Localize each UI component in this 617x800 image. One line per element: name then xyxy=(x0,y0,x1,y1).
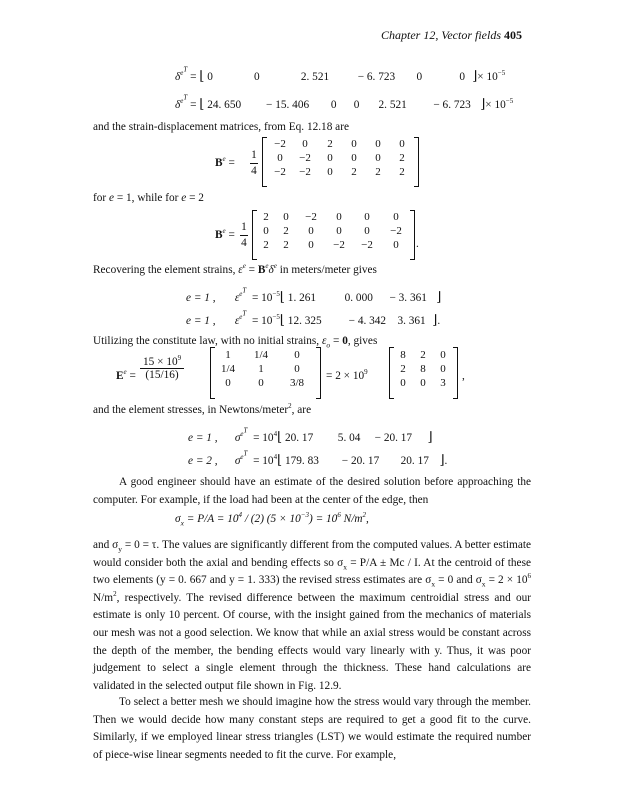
E-label: $E^e$ = xyxy=(116,368,136,382)
paragraph-1: A good engineer should have an estimate of the desired solution before approaching the computer. For example, if the load had been at the center of the edge, then xyxy=(93,476,531,506)
chapter-title: Chapter 12, Vector fields xyxy=(381,28,501,42)
paragraph-2: and $\sigma_y = 0 = \tau$. The values are significantly different from the computed values. A better estimate would consider both the axial and bending effects so $\sigma_x = P/A \pm Mc / I$. At the centroid of these two elements (y = 0. 667 and y = 1. 333) the revised stress estimates are $\sigma_x = 0$ and $\sigma_x = 2 \times 10^6$ $N/m^2$, respectively. The revised difference between the maximum centroidial stress and our estimate is only 10 percent. Of course, with the insight gained from the mechanics of materials our mesh was not a good selection. We know that while an axial stress would be constant across the depth of the member, the bending effects would vary linearly with y. Thus, it was poor judgement to select a single element through the thickness. These hand calculations are validated in the selected output file shown in Fig. 12.9. xyxy=(93,539,532,692)
page-number: 405 xyxy=(504,28,522,42)
B-matrix-e2: 2 0 −2 0 0 0 0 2 0 0 0 −2 2 2 0 −2 −2 0 xyxy=(263,211,402,251)
E-matrix-left: 1 1/4 0 1/4 1 0 0 0 3/8 xyxy=(220,349,305,389)
for-e2-text: for e = 1, while for e = 2 xyxy=(93,192,204,204)
comma: , xyxy=(462,370,465,382)
running-header xyxy=(381,28,522,43)
B1-right-bracket xyxy=(414,137,419,187)
strain-disp-intro: and the strain-displacement matrices, from Eq. 12.18 are xyxy=(93,121,349,133)
period: . xyxy=(416,238,419,250)
B-label-1: $B^e$ = xyxy=(215,155,235,169)
quarter-fraction-1: 1 4 xyxy=(251,149,257,177)
E-right-bracket-1 xyxy=(316,347,321,399)
displacement-row-1: $\delta^{e^T}$ = ⌊ 0 0 2. 521 − 6. 723 0 0 ⌋× $10^{-5}$ xyxy=(175,65,506,83)
stresses-intro: and the element stresses, in Newtons/meter$^2$, are xyxy=(93,402,312,416)
B1-left-bracket xyxy=(262,137,267,187)
E-coefficient: $15 \times 10^9$ (15/16) xyxy=(140,356,184,381)
displacement-row-2: $\delta^{e^T}$ = ⌊ 24. 650 − 15. 406 0 0 2. 521 − 6. 723 ⌋× $10^{-5}$ xyxy=(175,93,514,111)
estimate-equation: $\sigma_x = P/A = 10^4 / (2) (5 \times 10^{-3}) = 10^6$ $N/m^2$, xyxy=(175,511,369,528)
utilizing-text: Utilizing the constitute law, with no initial strains, $\varepsilon_o = 0$, gives xyxy=(93,335,378,350)
paragraph-3: To select a better mesh we should imagine how the stress would vary through the member. Then we would decide how many constant steps are required to get a good fit to the curve. Similarly, if we employed linear stress triangles (LST) we would estimate the required number of piece-wise linear segments needed to fit the curve. For example, xyxy=(93,696,531,761)
strain-row-e1: e = 1 , $\varepsilon^{e^T}$ = $10^{-5}⌊$ 1. 261 0. 000 − 3. 361 ⌋ xyxy=(186,286,442,304)
E-matrix-right: 8 2 0 2 8 0 0 0 3 xyxy=(400,349,446,389)
stress-row-e1: e = 1 , $\sigma^{e^T}$ = $10^4⌊$ 20. 17 5. 04 − 20. 17 ⌋ xyxy=(188,426,433,444)
B-label-2: $B^e$ = xyxy=(215,227,235,241)
stress-row-e2: e = 2 , $\sigma^{e^T}$ = $10^4⌊$ 179. 83 − 20. 17 20. 17 ⌋. xyxy=(188,449,448,467)
B-matrix-e1: −2 0 2 0 0 0 0 −2 0 0 0 2 −2 −2 0 2 2 2 xyxy=(274,138,405,178)
E-right-bracket-2 xyxy=(453,347,458,399)
E-equals: = $2 \times 10^9$ xyxy=(326,368,368,382)
recovering-text: Recovering the element strains, $\varepsilon^e = B^e\delta^e$ in meters/meter gives xyxy=(93,262,377,276)
B2-right-bracket xyxy=(410,210,415,260)
quarter-fraction-2: 1 4 xyxy=(241,221,247,249)
strain-row-e2: e = 1 , $\varepsilon^{e^T}$ = $10^{-5}⌊$ 12. 325 − 4. 342 3. 361 ⌋. xyxy=(186,309,441,327)
